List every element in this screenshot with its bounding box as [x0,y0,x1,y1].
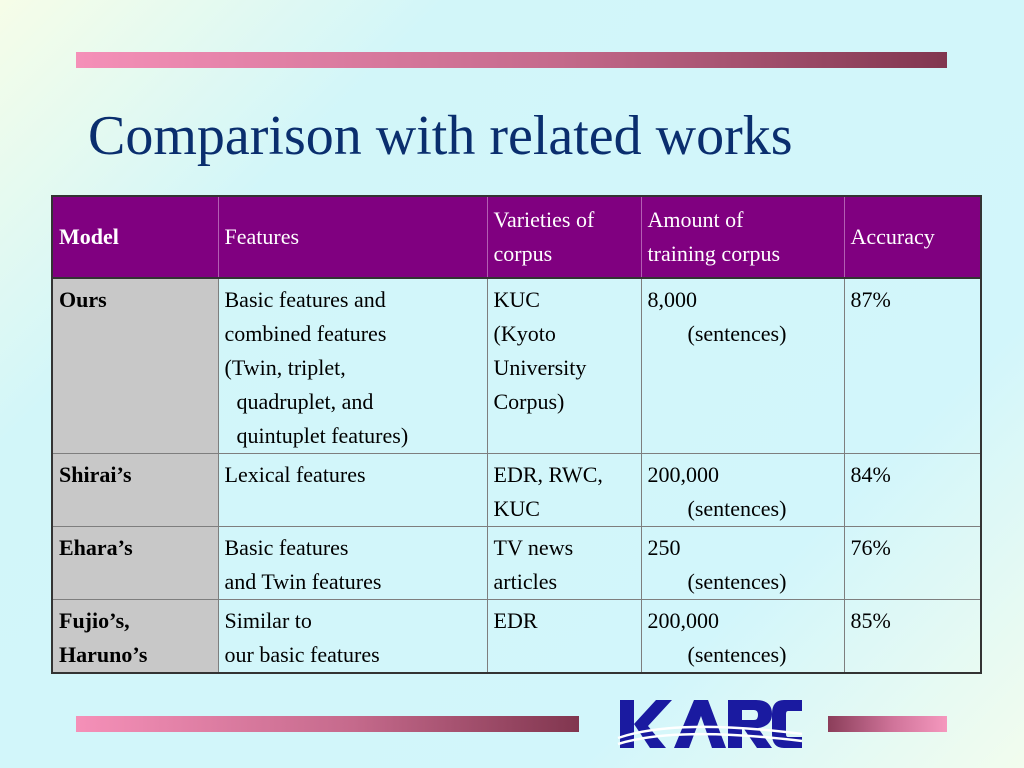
table-row [52,278,981,454]
table-row [52,527,981,600]
header-model: Model [52,196,218,278]
model-cell: Ehara’s [52,527,218,600]
table-row [52,454,981,527]
corpus-cell: KUC (Kyoto University Corpus) [487,278,641,454]
header-row [52,196,981,278]
corpus-cell: TV news articles [487,527,641,600]
top-decorative-bar [76,52,947,68]
bottom-right-decorative-bar [828,716,947,732]
slide-title: Comparison with related works [88,105,793,167]
amount-cell: 250 (sentences) [641,527,844,600]
amount-cell: 200,000 (sentences) [641,600,844,674]
model-cell: Fujio’s, Haruno’s [52,600,218,674]
bottom-left-decorative-bar [76,716,579,732]
amount-cell: 200,000 (sentences) [641,454,844,527]
header-amount: Amount of training corpus [641,196,844,278]
header-features: Features [218,196,487,278]
karc-logo-icon [616,694,804,754]
corpus-cell: EDR, RWC, KUC [487,454,641,527]
accuracy-cell: 84% [844,454,981,527]
corpus-cell: EDR [487,600,641,674]
amount-cell: 8,000 (sentences) [641,278,844,454]
accuracy-cell: 85% [844,600,981,674]
features-cell: Basic features and combined features (Twin, triplet, quadruplet, and quintuplet features) [218,278,487,454]
features-cell: Similar to our basic features [218,600,487,674]
accuracy-cell: 76% [844,527,981,600]
comparison-table [51,195,982,674]
model-cell: Shirai’s [52,454,218,527]
header-accuracy: Accuracy [844,196,981,278]
header-varieties: Varieties of corpus [487,196,641,278]
table-row [52,600,981,674]
features-cell: Lexical features [218,454,487,527]
features-cell: Basic features and Twin features [218,527,487,600]
accuracy-cell: 87% [844,278,981,454]
model-cell: Ours [52,278,218,454]
